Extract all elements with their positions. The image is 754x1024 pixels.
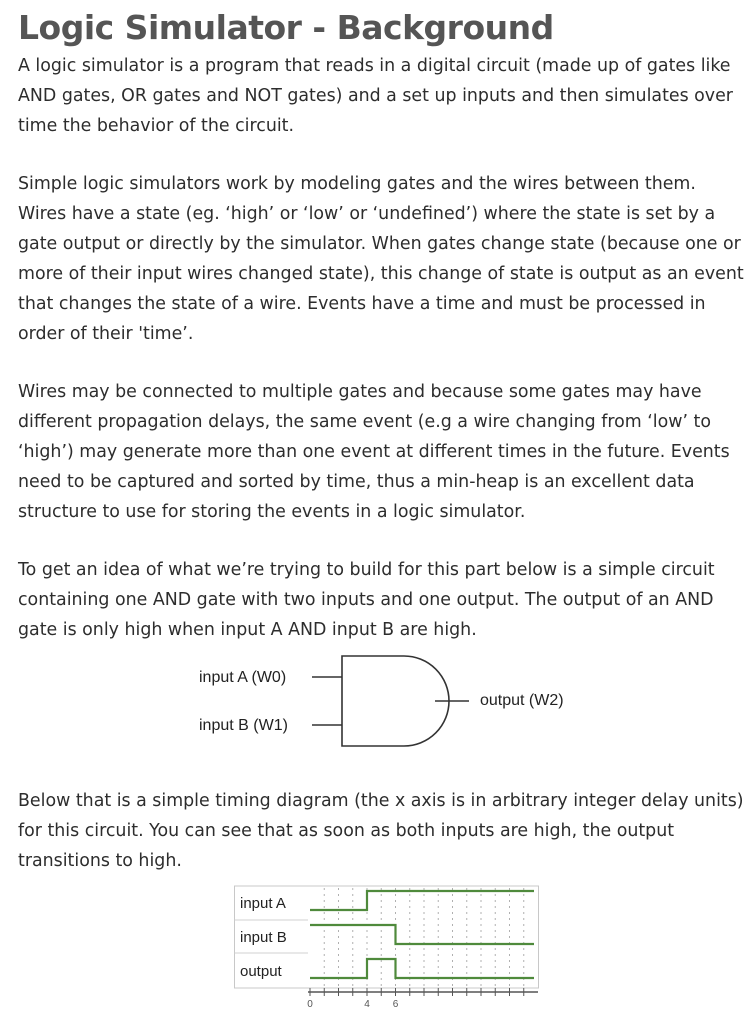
page-title: Logic Simulator - Background	[18, 8, 554, 47]
output-label: output (W2)	[480, 692, 564, 709]
time-axis-ticks	[307, 988, 524, 1010]
signal-label-output: output	[240, 963, 282, 980]
signal-label-input-a: input A	[240, 895, 286, 912]
input-a-label: input A (W0)	[199, 669, 287, 686]
and-gate-diagram	[192, 651, 588, 751]
paragraph-events: Wires may be connected to multiple gates and because some gates may have different propagation delays, the same event (e.g a wire changing from ‘low’ to ‘high’) may generate more than one event at different times in the future. Events need to be captured and sorted by time, thus a min-heap is an excellent data structure to use for storing the events in a logic simulator.	[18, 382, 730, 522]
paragraph-intro: A logic simulator is a program that reads in a digital circuit (made up of gates like AND gates, OR gates and NOT gates) and a set up inputs and then simulates over time the behavior of the circuit.	[18, 56, 733, 136]
input-b-label: input B (W1)	[199, 717, 288, 734]
and-gate-symbol	[342, 656, 449, 746]
axis-tick-label: 6	[392, 999, 399, 1010]
timing-diagram	[234, 884, 540, 1014]
paragraph-timing: Below that is a simple timing diagram (the x axis is in arbitrary integer delay units) for this circuit. You can see that as soon as both inputs are high, the output transitions to high.	[18, 791, 744, 871]
paragraph-wires: Simple logic simulators work by modeling gates and the wires between them. Wires have a state (eg. ‘high’ or ‘low’ or ‘undefined’) where the state is set by a gate output or directly by the simulator. When gates change state (because one or more of their input wires changed state), this change of state is output as an event that changes the state of a wire. Events have a time and must be processed in order of their 'time’.	[18, 174, 744, 344]
signal-label-input-b: input B	[240, 929, 287, 946]
paragraph-circuit: To get an idea of what we’re trying to build for this part below is a simple circuit containing one AND gate with two inputs and one output. The output of an AND gate is only high when input A AND input B are high.	[18, 560, 715, 640]
axis-tick-label: 0	[307, 999, 313, 1010]
axis-tick-label: 4	[364, 999, 370, 1010]
